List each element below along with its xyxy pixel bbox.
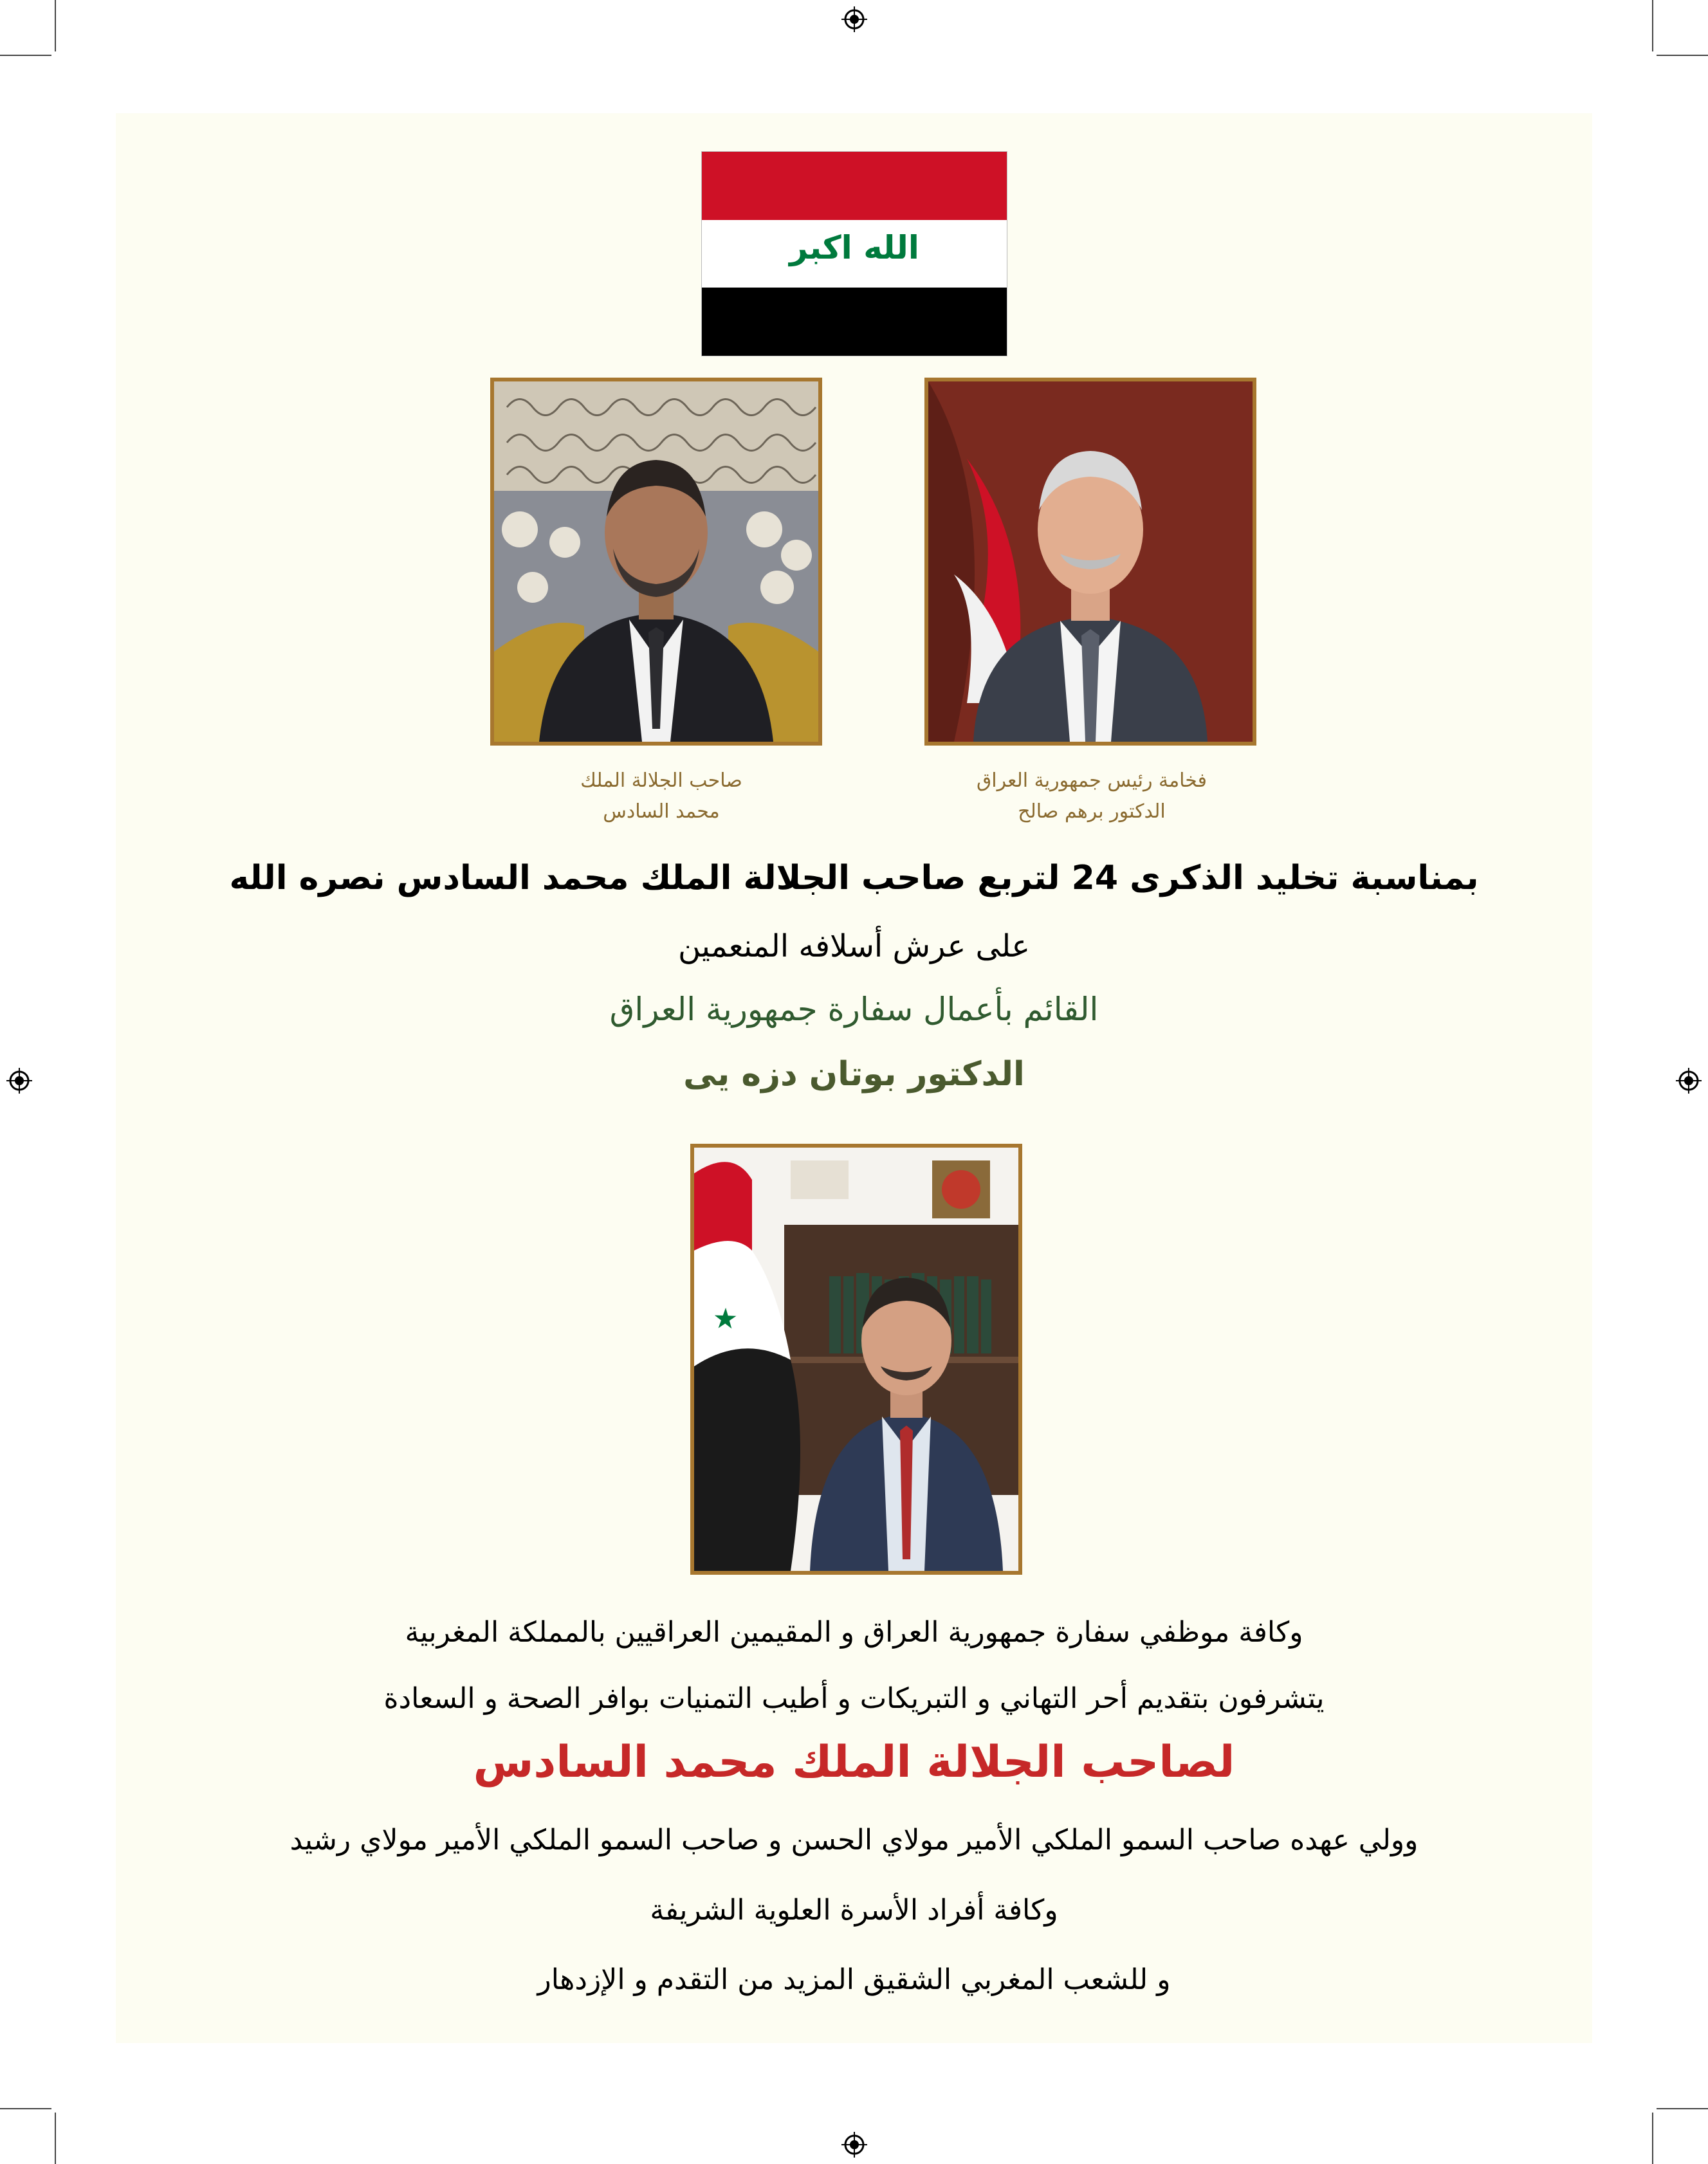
king-portrait	[490, 378, 822, 746]
president-portrait	[924, 378, 1256, 746]
crop-mark	[55, 2113, 56, 2164]
headline-charge-title: القائم بأعمال سفارة جمهورية العراق	[609, 991, 1099, 1028]
body-staff-line: وكافة موظفي سفارة جمهورية العراق و المقيمين العراقيين بالمملكة المغربية	[405, 1616, 1303, 1649]
crop-mark	[1657, 2108, 1708, 2109]
registration-mark-icon	[841, 6, 867, 32]
registration-mark-icon	[6, 1068, 32, 1094]
crop-mark	[0, 55, 51, 56]
president-caption	[924, 766, 1259, 827]
king-caption-title: صاحب الجلالة الملك	[580, 769, 742, 792]
registration-mark-icon	[841, 2132, 867, 2158]
headline-throne: على عرش أسلافه المنعمين	[677, 928, 1031, 964]
body-family-line: وكافة أفراد الأسرة العلوية الشريفة	[650, 1894, 1058, 1927]
king-caption-name: محمد السادس	[603, 800, 720, 823]
president-caption-title: فخامة رئيس جمهورية العراق	[977, 769, 1207, 792]
crop-mark	[55, 0, 56, 51]
flag-takbir: الله اكبر	[789, 228, 919, 266]
headline-occasion: بمناسبة تخليد الذكرى 24 لتربع صاحب الجلالة الملك محمد السادس نصره الله	[229, 859, 1479, 897]
body-crown-prince-line: وولي عهده صاحب السمو الملكي الأمير مولاي الحسن و صاحب السمو الملكي الأمير مولاي رشيد	[289, 1824, 1419, 1857]
iraq-flag	[701, 151, 1007, 356]
king-caption	[494, 766, 829, 827]
charge-photo-icon	[694, 1148, 1018, 1571]
charge-portrait	[690, 1144, 1022, 1575]
president-caption-name: الدكتور برهم صالح	[1018, 800, 1166, 823]
body-people-line: و للشعب المغربي الشقيق المزيد من التقدم و الإزدهار	[537, 1963, 1171, 1996]
crop-mark	[1657, 55, 1708, 56]
president-photo-icon	[928, 381, 1253, 742]
king-photo-icon	[494, 381, 818, 742]
headline-charge-name: الدكتور بوتان دزه يى	[683, 1055, 1025, 1094]
registration-mark-icon	[1676, 1068, 1702, 1094]
svg-text:★: ★	[705, 1301, 745, 1337]
crop-mark	[1652, 2113, 1653, 2164]
body-congrats-line: يتشرفون بتقديم أحر التهاني و التبريكات و أطيب التمنيات بوافر الصحة و السعادة	[383, 1682, 1325, 1715]
body-king-line: لصاحب الجلالة الملك محمد السادس	[473, 1737, 1235, 1788]
crop-mark	[0, 2108, 51, 2109]
crop-mark	[1652, 0, 1653, 51]
